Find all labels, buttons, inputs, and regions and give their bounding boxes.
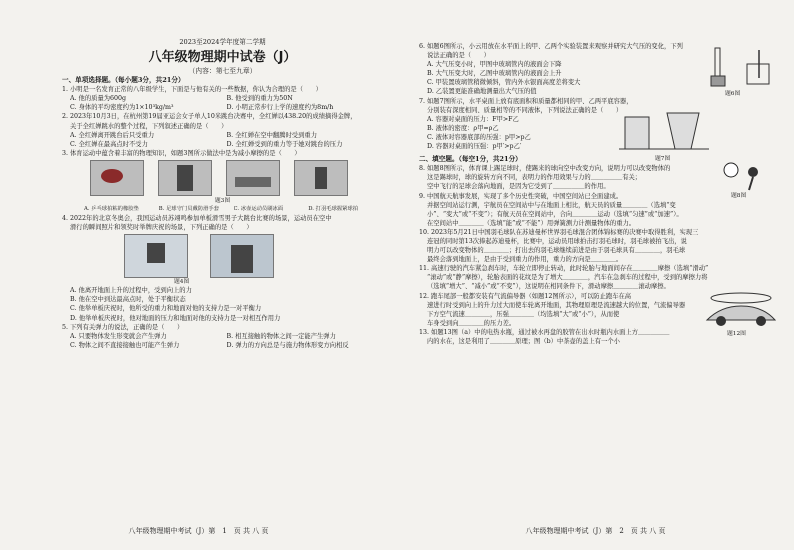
snowboard-jump-photo — [124, 234, 188, 278]
q2-option-b: B. 全红婵在空中翻腾时受到重力 — [226, 131, 317, 139]
q6-option-c: C. 甲装置玻璃管稍微倾斜，管内外水银面高度差将变大 — [427, 79, 581, 87]
question-13: 13. 如题13图（a）中的电热水瓶，通过被水再盘的胶管在出水时瓶内水面上方＿＿＿＿＿ — [419, 328, 670, 336]
question-11-line-3: （选填“增大”、“减小”或“不变”），这说明在相同条件下，滑动摩擦＿＿＿＿滚动摩擦。 — [427, 283, 670, 291]
figure-8-caption: 题8图 — [731, 193, 747, 200]
q5-option-d: D. 弹力的方向总是与施力物体形变方向相反 — [226, 341, 349, 349]
question-10-line-3: 明力可以改变物体的＿＿＿＿；打出去的羽毛球继续前进是由于羽毛球具有＿＿＿＿，羽毛球 — [427, 247, 686, 255]
fig3-label-a: A. 乒乓球拍粘的橡胶垫 — [84, 205, 139, 212]
figure-4-photos — [124, 234, 383, 278]
q5-option-b: B. 相互接触的物体之间一定能产生弹力 — [226, 332, 336, 340]
question-5: 5. 下列有关弹力的说法，正确的是（ ） — [62, 323, 184, 331]
question-6-line-2: 说法正确的是（ ） — [427, 52, 490, 60]
question-8-line-3: 空中飞行的足球会落向地面，是因为它受到了＿＿＿＿＿的作用。 — [427, 183, 610, 191]
fig3-label-c: C. 冰壶运动员刷冰面 — [233, 205, 284, 212]
table-tennis-photo — [90, 160, 144, 196]
question-9: 9. 中国航天航事发展，实现了多个历史性突破，中国空间站已全面建成。 — [419, 192, 623, 200]
figure-3-caption: 题3图 — [214, 197, 231, 204]
q5-option-a: A. 只要物体发生形变就会产生弹力 — [70, 332, 167, 340]
sports-car-spoiler-figure — [701, 290, 781, 330]
q2-option-d: D. 全红婵受到的重力等于她对跳台的压力 — [226, 140, 343, 148]
q4-option-b: B. 他在空中到达最高点时，处于平衡状态 — [70, 296, 186, 304]
fig3-label-b: B. 足球守门员戴防滑手套 — [158, 205, 219, 212]
badminton-photo — [294, 160, 348, 196]
question-11: 11. 高速行驶的汽车紧急刹车时，车轮立即停止转动，此时轮胎与地面间存在＿＿＿＿摩擦（选填“滑动” — [419, 265, 709, 273]
question-10-line-4: 最终会落到地面上，是由于受到重力的作用，重力的方向是＿＿＿＿。 — [427, 256, 623, 264]
question-4-line-2: 滑行的瞬间照片和领奖时举牌庆祝的场景，下列正确的是（ ） — [70, 224, 253, 232]
school-year: 2023至2024学年度第二学期 — [179, 38, 266, 46]
q6-option-b: B. 大气压变大时，乙图中玻璃管内的液面会上升 — [427, 70, 562, 78]
figure-3-labels — [84, 205, 383, 214]
q7-option-d: D. 容器对桌面的压强：p甲′>p乙′ — [427, 143, 522, 151]
question-12-line-3: 下方空气流速＿＿＿＿，压强＿＿＿＿（均选填“大”或“小”），从而使 — [427, 310, 620, 318]
figure-12-caption: 题12图 — [727, 330, 746, 337]
exam-page-2 — [397, 0, 794, 550]
barometer-figure — [709, 46, 779, 90]
podium-celebration-photo — [210, 234, 274, 278]
exam-title: 八年级物理期中试卷（J） — [148, 50, 297, 66]
page-2-footer: 八年级物理期中考试（J）第 2 页 共 八 页 — [525, 527, 666, 535]
q2-option-c: C. 全红婵在最高点时不受力 — [70, 140, 148, 148]
q6-option-d: D. 乙装置更能准确地测量出大气压的值 — [427, 88, 537, 96]
q6-option-a: A. 大气压变小时，甲图中玻璃管内的液面会下降 — [427, 61, 562, 69]
question-13-line-2: 内的水在，这是利用了＿＿＿＿原理；图（b）中茶壶的盖上有一个小 — [427, 338, 620, 345]
question-12: 12. 跑车尾部一般都安装有气流偏导器（如题12图所示），可以防止跑车在高 — [419, 292, 632, 300]
question-12-line-4: 车身受到向＿＿＿＿的压力差。 — [427, 319, 516, 327]
question-9-line-4: 在空间站中＿＿＿＿（选填“能”或“不能”）用弹簧测力计测量物体的重力。 — [427, 219, 636, 227]
section-1-heading: 一、单项选择题。（每小题3分，共21分） — [62, 76, 185, 85]
figure-4-caption: 题4图 — [174, 279, 190, 286]
figure-6-caption: 题6图 — [725, 91, 741, 98]
q4-option-a: A. 他离开地面上升的过程中，受到向上的力 — [70, 287, 192, 295]
question-9-line-3: 小”、“变大”或“不变”）；有航天员在空间站中，合向＿＿＿＿运动（选填“匀速”或“加速”）。 — [427, 210, 683, 218]
section-2-heading: 二、填空题。（每空1分，共21分） — [419, 155, 522, 164]
question-12-line-2: 速进行时受到向上的升力过大而使车轮离开地面，其物理原理是流速越大的位置，气流偏导器 — [427, 301, 686, 309]
page-1-footer: 八年级物理期中考试（J）第 1 页 共 八 页 — [128, 527, 269, 535]
q1-option-c: C. 身体的平均密度约为1×10³kg/m³ — [70, 104, 174, 112]
question-7: 7. 如题7图所示，水平桌面上放有底面积和质量都相同的甲、乙两平底容器， — [419, 97, 633, 105]
question-7-line-2: 分别装有深度相同、质量相等的不同液体，下列说法正确的是（ ） — [427, 106, 623, 114]
soccer-kick-figure — [719, 160, 769, 194]
q1-option-a: A. 他的质量为600g — [70, 95, 127, 103]
question-6: 6. 如题6图所示，小云用放在水平面上的甲、乙两个实验装置来观察并研究大气压的变化，下列 — [419, 43, 683, 50]
q7-option-c: C. 液体对容器底部的压强：p甲>p乙 — [427, 133, 531, 141]
question-8: 8. 如题8图所示，体育课上踢足球时，使踢来的球向空中改变方向，说明力可以改变物体的 — [419, 165, 671, 173]
fig3-label-d: D. 打羽毛球握紧球拍 — [308, 205, 359, 212]
q5-option-c: C. 物体之间不直接接触也可能产生弹力 — [70, 341, 180, 349]
question-2: 2. 2023年10月3日，在杭州第19届亚运会女子单人10米跳台决赛中，全红婵以438.20的成绩摘得金牌， — [62, 113, 357, 121]
q1-option-b: B. 他受到的重力为50N — [226, 95, 293, 103]
q2-option-a: A. 全红婵离开跳台后只受重力 — [70, 131, 155, 139]
question-3: 3. 体育运动中蕴含着丰富的物理知识，如题3图所示做法中是为减小摩擦的是（ ） — [62, 149, 301, 157]
question-8-line-2: 这是踢球时，球的旋转方向不同，表明力的作用效果与力的＿＿＿＿＿有关； — [427, 174, 642, 182]
containers-figure — [619, 109, 709, 155]
q7-option-b: B. 液体的密度：ρ甲=ρ乙 — [427, 124, 499, 132]
q4-option-c: C. 他举单板庆祝时，他所受的重力和地面对他的支持力是一对平衡力 — [70, 305, 262, 313]
q1-option-d: D. 小明正常步行上学的速度约为8m/h — [226, 104, 334, 112]
question-11-line-2: “滚动”或“静”摩擦），轮胎表面的花纹是为了增大＿＿＿＿，汽车在急刹车的过程中，受到的摩擦力将 — [427, 274, 708, 282]
question-10: 10. 2023年5月21日中国羽毛球队在苏迪曼杯世界羽毛球混合团体锦标赛的决赛中取得胜利，实现三 — [419, 228, 699, 236]
q7-option-a: A. 容器对桌面的压力：F甲>F乙 — [427, 115, 519, 123]
q4-option-d: D. 他举单板庆祝时，他对地面的压力和地面对他的支持力是一对相互作用力 — [70, 314, 281, 322]
figure-3-photos — [90, 160, 383, 196]
goalkeeper-photo — [158, 160, 212, 196]
question-10-line-2: 连冠的同时第13次捧起苏迪曼杯，比赛中，运动员用球拍击打羽毛球时，羽毛球被拍飞出，说 — [427, 237, 687, 245]
question-9-line-2: 并据空间站运行测，宇航员在空间站中与在地面上相比，航天员的质量＿＿＿＿（选填“变 — [427, 201, 676, 209]
figure-7-caption: 题7图 — [655, 155, 671, 162]
curling-photo — [226, 160, 280, 196]
question-4: 4. 2022年的北京冬奥会，我国运动员苏翊鸣参加单板滑雪男子大跳台比赛的场景，运动员在空中 — [62, 215, 332, 223]
question-1: 1. 小明是一名发育正常的八年级学生，下面是与他有关的一些数据，你认为合理的是（ ） — [62, 86, 322, 94]
exam-scope: （内容：第七至九章） — [188, 67, 257, 76]
question-2-line-2: 关于全红婵跳水的整个过程，下列叙述正确的是（ ） — [70, 122, 228, 130]
